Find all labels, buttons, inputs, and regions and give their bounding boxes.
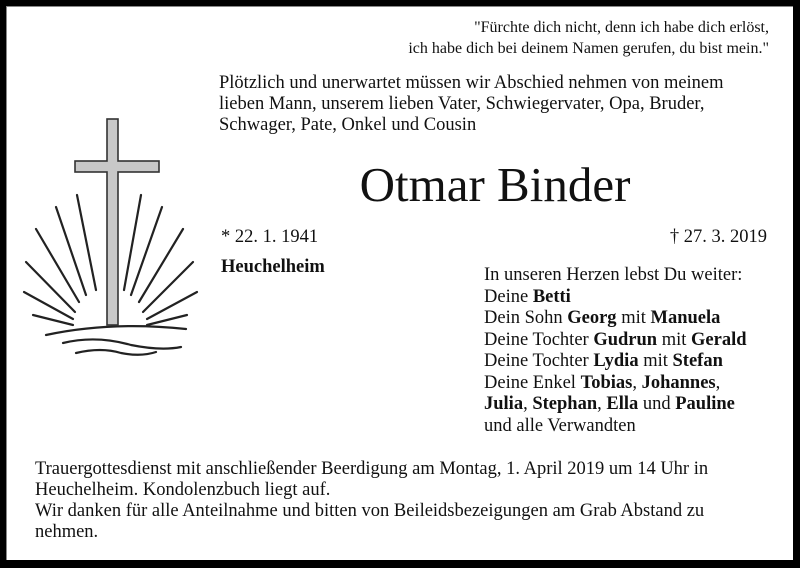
service-info — [35, 459, 785, 543]
mourner-relation: Dein Sohn — [484, 308, 568, 328]
mourners-heading: In unseren Herzen lebst Du weiter: — [484, 265, 743, 285]
mourner-relation: mit — [657, 329, 692, 350]
birth-date: * 22. 1. 1941 — [221, 227, 319, 247]
mourner-line — [484, 416, 747, 438]
mourner-name: Gudrun — [593, 329, 658, 350]
mourner-line — [484, 287, 747, 309]
mourner-line — [484, 394, 747, 416]
mourner-name: Tobias — [580, 372, 633, 393]
mourner-relation: , — [597, 394, 607, 414]
footer-line: Heuchelheim. Kondolenzbuch liegt auf. — [35, 480, 331, 500]
mourner-relation: Deine — [484, 286, 533, 307]
deceased-name: Otmar Binder — [359, 157, 631, 212]
mourner-name: Stephan — [532, 394, 598, 414]
obituary-notice — [6, 6, 793, 560]
mourners-lines — [484, 287, 747, 438]
intro-line: Schwager, Pate, Onkel und Cousin — [219, 115, 477, 135]
bible-quote — [249, 17, 769, 59]
mourner-relation: Deine Tochter — [484, 351, 594, 371]
mourner-relation: , — [523, 394, 533, 414]
mourners-list — [484, 265, 747, 437]
mourner-name: Julia — [484, 394, 524, 414]
mourner-name: Gerald — [691, 329, 747, 350]
mourner-name: Manuela — [650, 308, 721, 328]
mourner-line — [484, 351, 747, 373]
mourner-relation: und — [638, 394, 676, 414]
mourner-relation: Deine Enkel — [484, 372, 581, 393]
mourner-relation: mit — [638, 351, 673, 371]
intro-text — [219, 73, 779, 136]
mourner-relation: mit — [616, 308, 651, 328]
footer-line: nehmen. — [35, 522, 99, 542]
death-date: † 27. 3. 2019 — [669, 227, 767, 247]
mourner-name: Betti — [532, 286, 571, 307]
intro-line: lieben Mann, unserem lieben Vater, Schwiegervater, Opa, Bruder, — [219, 94, 705, 114]
mourner-name: Johannes — [641, 372, 716, 393]
mourner-relation: Deine Tochter — [484, 329, 594, 350]
mourner-line — [484, 308, 747, 330]
mourner-name: Pauline — [675, 394, 735, 414]
mourner-name: Stefan — [672, 351, 723, 371]
mourner-line — [484, 373, 747, 395]
quote-line: "Fürchte dich nicht, denn ich habe dich erlöst, — [474, 19, 769, 36]
footer-line: Trauergottesdienst mit anschließender Beerdigung am Montag, 1. April 2019 um 14 Uhr in — [35, 459, 709, 479]
mourner-name: Lydia — [593, 351, 639, 371]
quote-line: ich habe dich bei deinem Namen gerufen, du bist mein." — [408, 40, 769, 57]
mourner-relation: , — [715, 372, 721, 393]
footer-line: Wir danken für alle Anteilnahme und bitten von Beileidsbezeigungen am Grab Abstand zu — [35, 501, 705, 521]
intro-line: Plötzlich und unerwartet müssen wir Abschied nehmen von meinem — [219, 73, 724, 93]
mourner-relation: und alle Verwandten — [484, 415, 636, 436]
mourner-name: Georg — [567, 308, 617, 328]
hometown: Heuchelheim — [221, 257, 325, 277]
mourner-name: Ella — [606, 394, 639, 414]
cross-sunburst-icon — [21, 107, 211, 362]
mourner-line — [484, 330, 747, 352]
mourner-relation: , — [632, 372, 642, 393]
